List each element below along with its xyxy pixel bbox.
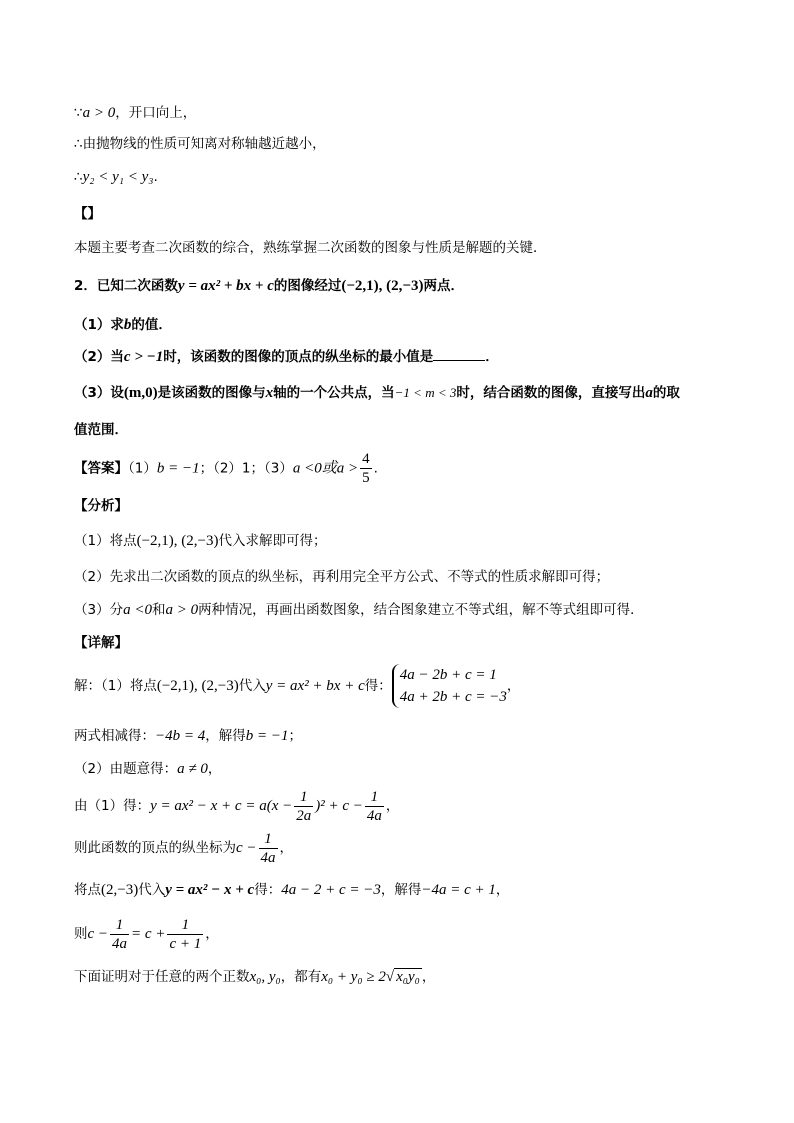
fraction-denominator: c + 1 [169,935,202,952]
math-points: (−2,1), (2,−3) [136,533,219,549]
therefore-symbol: ∴ [74,169,83,185]
text: 由（1）得： [74,798,151,814]
text: 轴的一个公共点，当 [273,385,395,401]
text: 2．已知二次函数 [74,278,178,294]
text: （3）分 [74,602,124,618]
fraction-numerator: 4 [362,451,370,467]
text: 两种情况，再画出函数图象，结合图象建立不等式组，解不等式组即可得． [198,602,644,618]
math-point: (2,−3) [101,882,139,898]
math-var: a [645,385,653,401]
solution-6 [74,880,509,900]
math-expression: y = ax² − x + c = a(x − [150,798,293,814]
text: 则 [74,926,88,942]
math-answer-1: b = −1 [156,460,200,477]
math-expression: −4a = c + 1 [421,882,496,898]
math-inequality: x₀ + y₀ ≥ 2 [321,969,386,985]
fraction [110,916,129,953]
text: ， [385,798,400,814]
text: ；（2）1；（3） [199,460,293,477]
fraction-denominator: 4a [112,935,128,952]
question-2-part-2 [74,346,499,367]
math-points: (−2,1), (2,−3) [156,678,239,694]
text: ， [495,882,510,898]
text: 值范围． [74,422,128,438]
text: （2）由题意得： [74,761,178,777]
math-vars: x₀, y₀ [249,969,281,985]
text: 时，结合函数的图像，直接写出 [456,385,646,401]
fraction-numerator: 1 [365,788,384,807]
text: （3）设 [74,385,124,401]
math-function: y = ax² − x + c [165,882,255,898]
text: （1）将点 [74,533,137,549]
math-case-2: a > 0 [165,602,199,618]
math-case-1: a <0 [123,602,152,618]
text: 两点． [423,278,464,294]
text: 时，该函数的图像的顶点的纵坐标的最小值是 [163,349,434,365]
text: 的值． [131,317,172,333]
analysis-3 [74,600,644,620]
text: 将点 [74,882,101,898]
line-4 [74,204,101,224]
fraction [365,788,384,825]
math-condition: c > −1 [123,349,164,365]
fraction-denominator: 4a [260,849,276,866]
text: ， [421,969,436,985]
line-3 [74,167,158,187]
text: （2）先求出二次函数的顶点的纵坐标，再利用完全平方公式、不等式的性质求解即可得； [74,569,610,585]
answer-blank [433,346,485,361]
text: 的取 [652,385,680,401]
text: ，解得 [380,882,422,898]
detail-heading [74,633,128,653]
equation-1: 4a − 2b + c = 1 [399,667,497,683]
text: ； [288,728,302,744]
solution-1 [74,664,520,708]
math-point: (m,0) [123,385,158,401]
text: ， [205,926,219,942]
math-var: x [265,385,274,401]
math-expression: −4b = 4 [155,728,206,744]
text: 下面证明对于任意的两个正数 [74,969,250,985]
analysis-1 [74,531,327,551]
fraction-numerator: 1 [294,788,313,807]
text: 得： [254,882,282,898]
text: 是该函数的图像与 [157,385,266,401]
question-2-part-3 [74,383,680,403]
text: 和 [151,602,166,618]
fraction-denominator: 4a [366,807,382,824]
text: 代入求解即可得； [218,533,327,549]
text: ， [279,840,294,856]
math-expression: a ≠ 0 [177,761,208,777]
text: . [153,169,158,185]
equation-system [392,664,507,708]
text: ，都有 [280,969,322,985]
text: 解：（1）将点 [74,678,157,694]
therefore-symbol: ∵ [74,105,83,121]
solution-2 [74,726,302,746]
fraction [360,450,372,487]
fraction-denominator: 2a [296,807,312,824]
text: （1） [128,460,157,477]
fraction-denominator: 5 [362,470,370,486]
math-condition: a > 0 [82,105,116,121]
text: ， [506,678,521,694]
text: 两式相减得： [74,728,155,744]
text: 【详解】 [74,635,128,651]
analysis-2 [74,567,609,587]
fraction-numerator: 1 [110,916,129,935]
text: ， [207,761,222,777]
text: ，解得 [205,728,246,744]
question-2-stem [74,276,464,296]
math-answer-3: a <0或a > [292,460,359,477]
fraction [259,830,278,867]
math-function: y = ax² + bx + c [177,278,274,294]
line-1 [74,103,196,123]
solution-5 [74,826,293,870]
question-2-part-1 [74,315,172,335]
line-5 [74,238,547,258]
math-expression: c − [87,926,109,942]
answer-label: 【答案】 [74,460,128,477]
text: 则此函数的顶点的纵坐标为 [74,840,236,856]
text: 代入 [238,678,266,694]
text: 得： [364,678,392,694]
math-expression: 4a − 2 + c = −3 [281,882,381,898]
text: . [373,460,378,477]
solution-8 [74,967,435,987]
text: ，开口向上， [115,105,197,121]
fraction [167,916,203,953]
solution-7 [74,912,219,956]
math-expression: = c + [131,926,166,942]
math-expression: c − [236,840,257,856]
sqrt-sign: √ [385,969,395,985]
text: 【分析】 [74,498,128,514]
answer-line [74,450,378,487]
text: 代入 [138,882,166,898]
analysis-heading [74,496,128,516]
text: （1）求 [74,317,124,333]
solution-4 [74,784,399,828]
math-inequality: y₂ < y₁ < y₃ [82,169,154,185]
math-expression: )² + c − [315,798,363,814]
text: 本题主要考查二次函数的综合，熟练掌握二次函数的图象与性质是解题的关键． [74,240,547,256]
solution-3 [74,759,221,779]
line-2 [74,134,326,154]
equation-2: 4a + 2b + c = −3 [399,689,507,705]
math-var: b [123,317,132,333]
math-expression: b = −1 [245,728,289,744]
fraction-numerator: 1 [259,830,278,849]
section-marker: 【】 [74,206,101,222]
text: （2）当 [74,349,124,365]
math-function: y = ax² + bx + c [265,678,365,694]
fraction-numerator: 1 [167,916,203,935]
text: 的图像经过 [273,278,342,294]
question-2-part-3-cont [74,420,128,440]
math-range: −1 < m < 3 [394,385,457,400]
fraction [294,788,313,825]
math-points: (−2,1), (2,−3) [341,278,424,294]
sqrt-radicand: x₀y₀ [396,969,420,985]
text: ∴由抛物线的性质可知离对称轴越近越小， [74,136,326,152]
text: ． [485,349,499,365]
